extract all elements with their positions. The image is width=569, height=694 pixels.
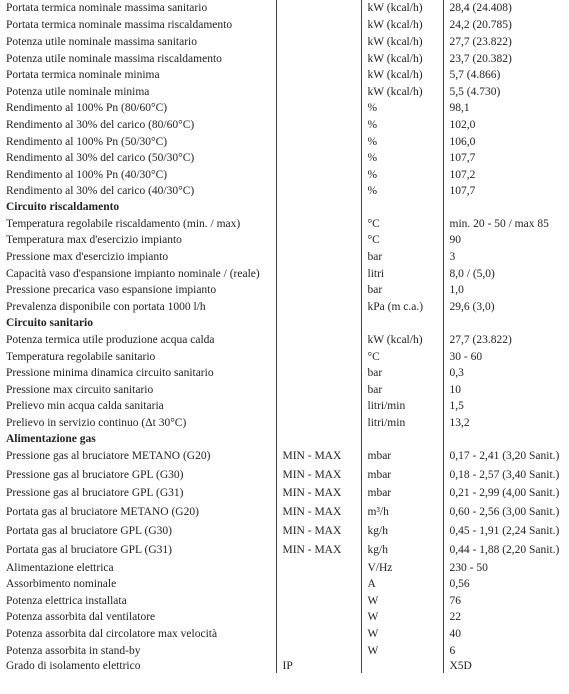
spec-row <box>0 540 569 559</box>
spec-label: Pressione gas al bruciatore GPL (G30) <box>6 468 184 481</box>
spec-label: Rendimento al 30% del carico (50/30°C) <box>6 152 195 164</box>
spec-unit: W <box>361 592 443 609</box>
spec-row <box>0 331 569 348</box>
spec-row <box>0 381 569 398</box>
spec-unit-cell <box>361 315 443 331</box>
spec-label: Prelievo in servizio continuo (Δt 30°C) <box>6 416 187 429</box>
section-header-row <box>0 315 569 331</box>
spec-value: 107,2 <box>443 166 569 183</box>
spec-unit: % <box>361 183 443 199</box>
spec-label: Potenza assorbita dal circolatore max velocità <box>6 627 218 640</box>
spec-mode: MIN - MAX <box>276 521 361 540</box>
spec-value: 230 - 50 <box>443 559 569 576</box>
spec-mode: MIN - MAX <box>276 540 361 559</box>
spec-value: min. 20 - 50 / max 85 <box>443 215 569 232</box>
spec-label: Capacità vaso d'espansione impianto nominale / (reale) <box>6 267 260 280</box>
spec-row <box>0 609 569 625</box>
spec-unit: mbar <box>361 446 443 465</box>
spec-label: Potenza assorbita dal ventilatore <box>6 611 156 623</box>
spec-unit: °C <box>361 232 443 248</box>
spec-value: 5,5 (4.730) <box>443 83 569 100</box>
spec-value: 3 <box>443 248 569 265</box>
spec-unit: % <box>361 100 443 116</box>
spec-label: Potenza termica utile produzione acqua calda <box>6 333 215 346</box>
spec-value-cell <box>443 315 569 331</box>
spec-value: 1,0 <box>443 282 569 298</box>
spec-value: 107,7 <box>443 150 569 166</box>
spec-mode: MIN - MAX <box>276 484 361 502</box>
spec-row <box>0 83 569 100</box>
spec-row <box>0 133 569 150</box>
spec-label: Rendimento al 100% Pn (50/30°C) <box>6 135 168 148</box>
spec-unit: bar <box>361 365 443 381</box>
spec-mode <box>276 183 361 199</box>
spec-mode <box>276 609 361 625</box>
spec-mode <box>276 365 361 381</box>
spec-row <box>0 414 569 431</box>
spec-mode <box>276 232 361 248</box>
spec-label: Rendimento al 30% del carico (80/60°C) <box>6 118 195 131</box>
spec-label: Portata termica nominale massima sanitario <box>6 2 208 14</box>
spec-value: 90 <box>443 232 569 248</box>
spec-label: Prevalenza disponibile con portata 1000 l/h <box>6 300 206 313</box>
spec-unit: bar <box>361 381 443 398</box>
spec-unit: kW (kcal/h) <box>361 50 443 67</box>
spec-row <box>0 215 569 232</box>
spec-row <box>0 33 569 50</box>
spec-mode <box>276 298 361 315</box>
spec-unit <box>361 659 443 673</box>
spec-unit: mbar <box>361 465 443 484</box>
spec-unit: kW (kcal/h) <box>361 83 443 100</box>
spec-mode <box>276 592 361 609</box>
spec-mode <box>276 33 361 50</box>
spec-row <box>0 642 569 659</box>
spec-unit: °C <box>361 348 443 365</box>
spec-mode <box>276 576 361 592</box>
spec-label: Alimentazione elettrica <box>6 561 114 574</box>
spec-row <box>0 248 569 265</box>
spec-mode <box>276 215 361 232</box>
spec-label: Temperatura regolabile riscaldamento (min. / max) <box>6 217 241 230</box>
spec-mode-cell <box>276 315 361 331</box>
spec-value: 0,18 - 2,57 (3,40 Sanit.) <box>443 465 569 484</box>
spec-unit: bar <box>361 282 443 298</box>
spec-label: Potenza utile nominale minima <box>6 85 150 98</box>
spec-value: 98,1 <box>443 100 569 116</box>
spec-mode <box>276 381 361 398</box>
section-title: Circuito riscaldamento <box>6 201 120 213</box>
spec-value: 30 - 60 <box>443 348 569 365</box>
spec-row <box>0 166 569 183</box>
spec-row <box>0 67 569 83</box>
spec-label: Rendimento al 100% Pn (80/60°C) <box>6 102 168 114</box>
spec-value: 0,3 <box>443 365 569 381</box>
spec-label: Portata termica nominale massima riscaldamento <box>6 18 233 31</box>
spec-value: 102,0 <box>443 116 569 133</box>
spec-mode <box>276 625 361 642</box>
spec-unit: % <box>361 150 443 166</box>
spec-label: Pressione gas al bruciatore GPL (G31) <box>6 487 184 499</box>
spec-row <box>0 348 569 365</box>
section-header-row <box>0 199 569 215</box>
spec-row <box>0 100 569 116</box>
spec-mode <box>276 116 361 133</box>
spec-unit: m³/h <box>361 502 443 521</box>
spec-mode <box>276 248 361 265</box>
spec-unit: kg/h <box>361 540 443 559</box>
spec-unit: bar <box>361 248 443 265</box>
spec-row <box>0 502 569 521</box>
spec-row <box>0 592 569 609</box>
spec-mode <box>276 348 361 365</box>
spec-row <box>0 183 569 199</box>
spec-mode <box>276 559 361 576</box>
spec-mode <box>276 83 361 100</box>
spec-unit: kW (kcal/h) <box>361 16 443 33</box>
spec-mode <box>276 67 361 83</box>
section-title: Alimentazione gas <box>6 432 96 445</box>
spec-value: 23,7 (20.382) <box>443 50 569 67</box>
spec-mode: MIN - MAX <box>276 446 361 465</box>
spec-value: 22 <box>443 609 569 625</box>
spec-label: Potenza utile nominale massima riscaldamento <box>6 52 222 65</box>
spec-row <box>0 50 569 67</box>
spec-mode <box>276 282 361 298</box>
spec-value: 24,2 (20.785) <box>443 16 569 33</box>
spec-label: Potenza utile nominale massima sanitario <box>6 35 197 48</box>
spec-row <box>0 521 569 540</box>
spec-label: Portata gas al bruciatore METANO (G20) <box>6 505 199 518</box>
spec-unit-cell <box>361 431 443 446</box>
spec-label: Portata gas al bruciatore GPL (G31) <box>6 543 172 556</box>
spec-row <box>0 559 569 576</box>
section-title: Circuito sanitario <box>6 317 93 329</box>
spec-value: 0,60 - 2,56 (3,00 Sanit.) <box>443 502 569 521</box>
spec-value: X5D <box>443 659 569 673</box>
spec-unit: W <box>361 642 443 659</box>
spec-row <box>0 232 569 248</box>
spec-value: 29,6 (3,0) <box>443 298 569 315</box>
spec-mode <box>276 166 361 183</box>
spec-value: 10 <box>443 381 569 398</box>
spec-mode <box>276 50 361 67</box>
spec-label: Pressione max circuito sanitario <box>6 383 154 396</box>
spec-value-cell <box>443 431 569 446</box>
spec-value: 107,7 <box>443 183 569 199</box>
spec-label: Portata termica nominale minima <box>6 69 160 81</box>
spec-row <box>0 625 569 642</box>
spec-unit: W <box>361 609 443 625</box>
section-header-row <box>0 431 569 446</box>
spec-value: 0,44 - 1,88 (2,20 Sanit.) <box>443 540 569 559</box>
spec-value: 27,7 (23.822) <box>443 33 569 50</box>
spec-value: 0,56 <box>443 576 569 592</box>
spec-label: Pressione minima dinamica circuito sanitario <box>6 367 214 379</box>
spec-mode <box>276 265 361 282</box>
spec-mode-cell <box>276 199 361 215</box>
spec-value: 0,45 - 1,91 (2,24 Sanit.) <box>443 521 569 540</box>
spec-row <box>0 0 569 16</box>
spec-unit: % <box>361 166 443 183</box>
spec-value: 27,7 (23.822) <box>443 331 569 348</box>
spec-unit: V/Hz <box>361 559 443 576</box>
spec-label: Potenza assorbita in stand-by <box>6 644 141 657</box>
spec-unit: litri/min <box>361 414 443 431</box>
spec-label: Pressione max d'esercizio impianto <box>6 250 169 263</box>
spec-unit: °C <box>361 215 443 232</box>
spec-unit: kg/h <box>361 521 443 540</box>
spec-unit: kPa (m c.a.) <box>361 298 443 315</box>
spec-mode: IP <box>276 659 361 673</box>
spec-row <box>0 576 569 592</box>
spec-label: Pressione gas al bruciatore METANO (G20) <box>6 449 211 462</box>
spec-label: Prelievo min acqua calda sanitaria <box>6 400 164 412</box>
spec-row <box>0 659 569 673</box>
spec-row <box>0 446 569 465</box>
spec-row <box>0 116 569 133</box>
spec-value: 1,5 <box>443 398 569 414</box>
spec-row <box>0 298 569 315</box>
spec-label: Rendimento al 30% del carico (40/30°C) <box>6 185 195 197</box>
spec-unit: litri/min <box>361 398 443 414</box>
spec-unit: % <box>361 133 443 150</box>
spec-value: 8,0 / (5,0) <box>443 265 569 282</box>
spec-row <box>0 282 569 298</box>
spec-label: Grado di isolamento elettrico <box>6 660 141 672</box>
spec-row <box>0 398 569 414</box>
spec-unit: % <box>361 116 443 133</box>
spec-mode <box>276 331 361 348</box>
spec-mode: MIN - MAX <box>276 465 361 484</box>
spec-row <box>0 465 569 484</box>
spec-value: 13,2 <box>443 414 569 431</box>
spec-value: 76 <box>443 592 569 609</box>
spec-row <box>0 16 569 33</box>
spec-mode: MIN - MAX <box>276 502 361 521</box>
spec-unit: kW (kcal/h) <box>361 331 443 348</box>
spec-mode <box>276 0 361 16</box>
spec-row <box>0 484 569 502</box>
spec-value: 0,21 - 2,99 (4,00 Sanit.) <box>443 484 569 502</box>
spec-value: 6 <box>443 642 569 659</box>
spec-value: 40 <box>443 625 569 642</box>
spec-mode <box>276 100 361 116</box>
spec-label: Rendimento al 100% Pn (40/30°C) <box>6 168 168 181</box>
spec-unit: A <box>361 576 443 592</box>
spec-mode <box>276 133 361 150</box>
spec-mode <box>276 642 361 659</box>
spec-label: Temperatura regolabile sanitario <box>6 350 156 363</box>
spec-value: 28,4 (24.408) <box>443 0 569 16</box>
spec-unit: kW (kcal/h) <box>361 33 443 50</box>
spec-value: 5,7 (4.866) <box>443 67 569 83</box>
spec-row <box>0 265 569 282</box>
spec-label: Assorbimento nominale <box>6 578 117 590</box>
spec-value: 0,17 - 2,41 (3,20 Sanit.) <box>443 446 569 465</box>
spec-unit: W <box>361 625 443 642</box>
spec-mode <box>276 16 361 33</box>
spec-unit: litri <box>361 265 443 282</box>
spec-mode <box>276 150 361 166</box>
spec-unit-cell <box>361 199 443 215</box>
spec-label: Potenza elettrica installata <box>6 594 127 607</box>
spec-mode-cell <box>276 431 361 446</box>
spec-row <box>0 150 569 166</box>
spec-mode <box>276 414 361 431</box>
spec-label: Temperatura max d'esercizio impianto <box>6 234 182 246</box>
spec-value: 106,0 <box>443 133 569 150</box>
spec-unit: kW (kcal/h) <box>361 67 443 83</box>
spec-unit: kW (kcal/h) <box>361 0 443 16</box>
spec-label: Pressione precarica vaso espansione impianto <box>6 284 217 296</box>
spec-row <box>0 365 569 381</box>
spec-value-cell <box>443 199 569 215</box>
spec-unit: mbar <box>361 484 443 502</box>
spec-label: Portata gas al bruciatore GPL (G30) <box>6 524 172 537</box>
spec-mode <box>276 398 361 414</box>
